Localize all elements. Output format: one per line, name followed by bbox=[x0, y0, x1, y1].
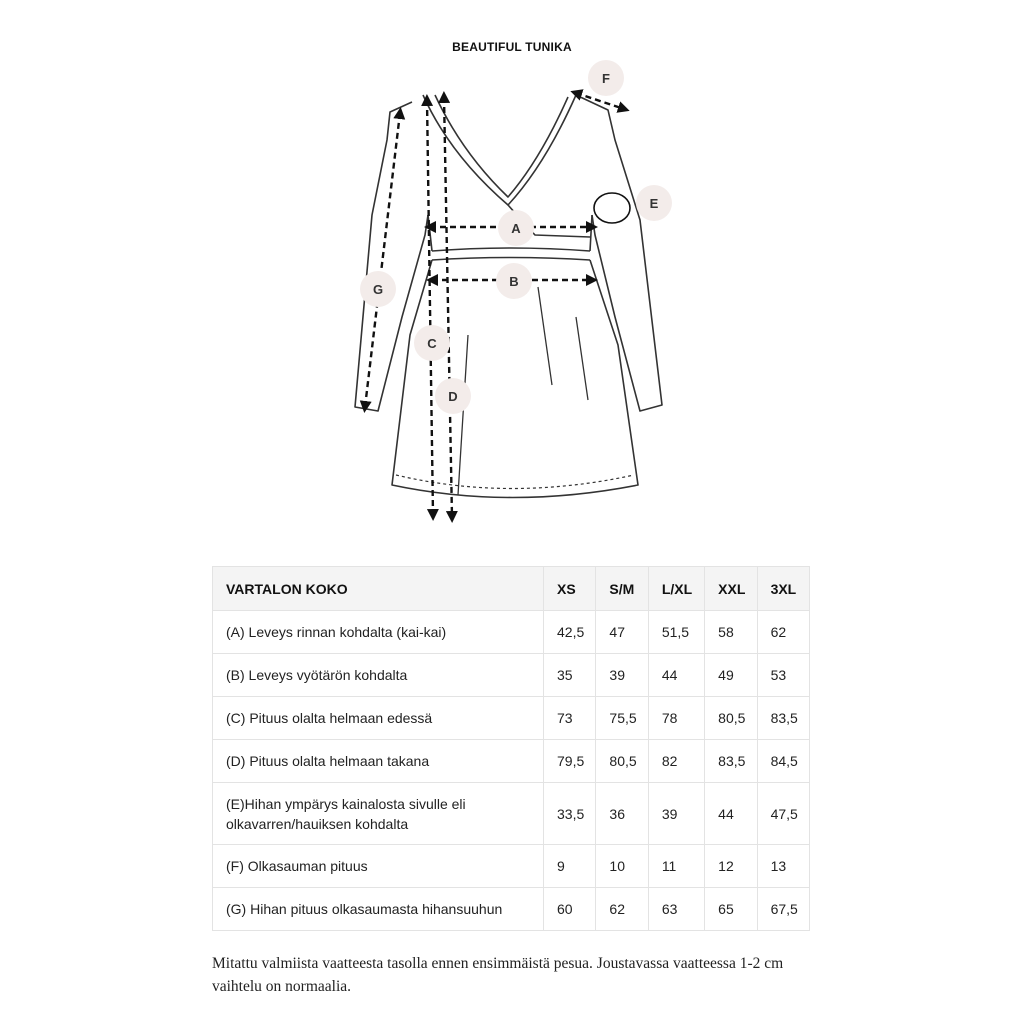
cell-value: 10 bbox=[596, 845, 648, 888]
size-table bbox=[212, 566, 810, 931]
cell-value: 44 bbox=[705, 783, 757, 845]
left-sleeve-outline bbox=[355, 102, 428, 411]
cell-value: 33,5 bbox=[544, 783, 596, 845]
cell-value: 13 bbox=[757, 845, 809, 888]
header-cell: S/M bbox=[596, 567, 648, 611]
cell-value: 47,5 bbox=[757, 783, 809, 845]
cell-value: 75,5 bbox=[596, 697, 648, 740]
cell-value: 35 bbox=[544, 654, 596, 697]
empire-seam bbox=[432, 248, 590, 251]
label-g: G bbox=[360, 271, 396, 307]
measurement-note: Mitattu valmiista vaatteesta tasolla ennen ensimmäistä pesua. Joustavassa vaatteessa 1-2 cm vaihtelu on normaalia. bbox=[212, 955, 784, 995]
measure-c-line bbox=[427, 100, 433, 515]
cell-value: 49 bbox=[705, 654, 757, 697]
cell-value: 44 bbox=[648, 654, 704, 697]
cell-value: 80,5 bbox=[705, 697, 757, 740]
cell-value: 67,5 bbox=[757, 888, 809, 931]
cell-value: 12 bbox=[705, 845, 757, 888]
measure-g-line bbox=[365, 113, 400, 407]
header-cell: VARTALON KOKO bbox=[213, 567, 544, 611]
cell-value: 60 bbox=[544, 888, 596, 931]
measure-e-ellipse bbox=[594, 193, 630, 223]
cell-value: 73 bbox=[544, 697, 596, 740]
label-f: F bbox=[588, 60, 624, 96]
cell-value: 11 bbox=[648, 845, 704, 888]
cell-value: 62 bbox=[757, 611, 809, 654]
label-a: A bbox=[498, 210, 534, 246]
row-label: (C) Pituus olalta helmaan edessä bbox=[213, 697, 544, 740]
cell-value: 53 bbox=[757, 654, 809, 697]
table-row bbox=[213, 845, 810, 888]
row-label: (F) Olkasauman pituus bbox=[213, 845, 544, 888]
cell-value: 9 bbox=[544, 845, 596, 888]
header-cell: L/XL bbox=[648, 567, 704, 611]
row-label: (B) Leveys vyötärön kohdalta bbox=[213, 654, 544, 697]
header-cell: XS bbox=[544, 567, 596, 611]
cell-value: 58 bbox=[705, 611, 757, 654]
header-cell: XXL bbox=[705, 567, 757, 611]
table-row bbox=[213, 740, 810, 783]
label-b: B bbox=[496, 263, 532, 299]
cell-value: 47 bbox=[596, 611, 648, 654]
cell-value: 62 bbox=[596, 888, 648, 931]
table-row bbox=[213, 697, 810, 740]
cell-value: 39 bbox=[648, 783, 704, 845]
tunic-diagram bbox=[340, 55, 700, 530]
label-d: D bbox=[435, 378, 471, 414]
row-label: (D) Pituus olalta helmaan takana bbox=[213, 740, 544, 783]
cell-value: 42,5 bbox=[544, 611, 596, 654]
measure-d-line bbox=[444, 97, 452, 517]
row-label: (E)Hihan ympärys kainalosta sivulle eli olkavarren/hauiksen kohdalta bbox=[213, 783, 544, 845]
cell-value: 83,5 bbox=[705, 740, 757, 783]
cell-value: 63 bbox=[648, 888, 704, 931]
cell-value: 80,5 bbox=[596, 740, 648, 783]
cell-value: 36 bbox=[596, 783, 648, 845]
table-header-row bbox=[213, 567, 810, 611]
row-label: (A) Leveys rinnan kohdalta (kai-kai) bbox=[213, 611, 544, 654]
cell-value: 78 bbox=[648, 697, 704, 740]
cell-value: 51,5 bbox=[648, 611, 704, 654]
cell-value: 83,5 bbox=[757, 697, 809, 740]
cell-value: 39 bbox=[596, 654, 648, 697]
label-e: E bbox=[636, 185, 672, 221]
table-row bbox=[213, 611, 810, 654]
cell-value: 84,5 bbox=[757, 740, 809, 783]
cell-value: 79,5 bbox=[544, 740, 596, 783]
row-label: (G) Hihan pituus olkasaumasta hihansuuhun bbox=[213, 888, 544, 931]
page-title: BEAUTIFUL TUNIKA bbox=[452, 40, 572, 54]
cell-value: 82 bbox=[648, 740, 704, 783]
header-cell: 3XL bbox=[757, 567, 809, 611]
label-c: C bbox=[414, 325, 450, 361]
table-row bbox=[213, 783, 810, 845]
table-row bbox=[213, 654, 810, 697]
cell-value: 65 bbox=[705, 888, 757, 931]
table-row bbox=[213, 888, 810, 931]
